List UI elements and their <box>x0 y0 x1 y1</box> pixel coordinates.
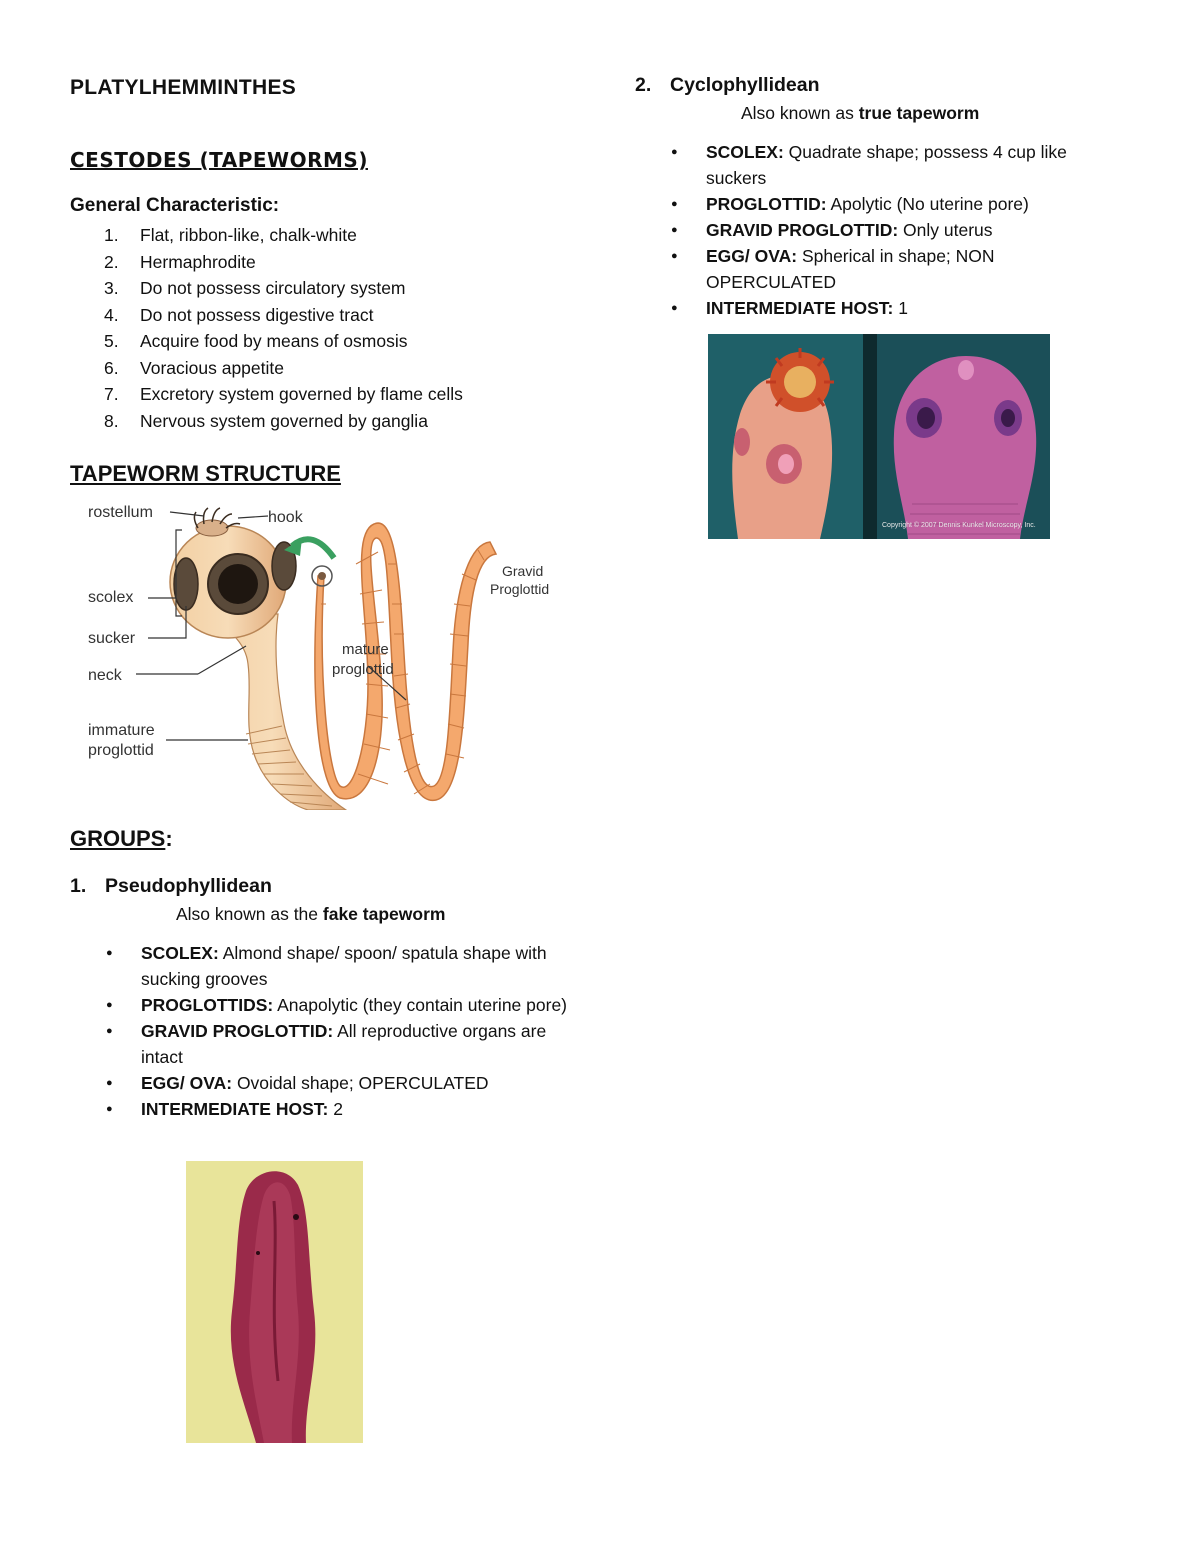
list-number: 4. <box>104 304 119 325</box>
fake-tapeworm-photo <box>186 1161 363 1443</box>
list-item <box>70 302 463 329</box>
feature-value: Anapolytic (they contain uterine pore) <box>273 995 568 1015</box>
feature-value: Ovoidal shape; OPERCULATED <box>232 1073 489 1093</box>
feature-value: 2 <box>328 1099 343 1119</box>
list-text: Flat, ribbon-like, chalk-white <box>140 225 357 245</box>
list-text: Nervous system governed by ganglia <box>140 410 428 431</box>
feature-key: EGG/ OVA: <box>141 1073 233 1093</box>
label-rostellum: rostellum <box>88 504 153 521</box>
feature-key: INTERMEDIATE HOST: <box>141 1099 329 1119</box>
list-item <box>70 249 463 276</box>
label-sucker: sucker <box>88 630 136 647</box>
list-item <box>106 940 576 992</box>
list-text: Do not possess circulatory system <box>140 278 406 298</box>
list-number: 2. <box>104 251 119 272</box>
label-scolex: scolex <box>88 589 134 606</box>
group-number: 2. <box>635 74 652 96</box>
list-number: 3. <box>104 278 119 298</box>
groups-heading-colon: : <box>165 826 173 851</box>
list-text: Excretory system governed by flame cells <box>140 384 463 404</box>
feature-key: SCOLEX: <box>706 142 784 162</box>
list-item <box>671 217 1111 243</box>
group-number: 1. <box>70 875 87 897</box>
label-immature-proglottid: proglottid <box>88 742 154 759</box>
list-number: 6. <box>104 357 119 378</box>
label-neck: neck <box>88 667 122 684</box>
label-hook: hook <box>268 509 303 526</box>
list-item <box>70 222 463 249</box>
list-item <box>671 295 1111 321</box>
group-pseudophyllidean-title <box>70 875 272 898</box>
list-item <box>106 992 576 1018</box>
list-item <box>671 139 1111 191</box>
rostellum-shape <box>196 520 228 536</box>
feature-key: SCOLEX: <box>141 943 219 963</box>
document-title: PLATYLHEMMINTHES <box>70 76 297 99</box>
feature-value: All reproductive organs are intact <box>141 1021 547 1067</box>
feature-key: PROGLOTTID: <box>706 194 827 214</box>
feature-key: EGG/ OVA: <box>706 246 798 266</box>
list-item <box>70 381 463 408</box>
scolex-specimen-right <box>894 356 1036 539</box>
feature-value: Spherical in shape; NON OPERCULATED <box>706 246 995 292</box>
general-characteristic-heading: General Characteristic: <box>70 195 280 216</box>
list-item <box>70 328 463 355</box>
list-text: Voracious appetite <box>140 357 284 378</box>
label-mature-proglottid: proglottid <box>332 661 394 678</box>
characteristics-list <box>70 222 463 434</box>
list-number: 7. <box>104 384 119 404</box>
label-gravid: Gravid <box>502 563 544 579</box>
cyclo-features-list <box>671 139 1111 321</box>
feature-value: Apolytic (No uterine pore) <box>826 194 1029 214</box>
group-name: Pseudophyllidean <box>105 875 272 897</box>
true-tapeworm-photo <box>708 334 1050 539</box>
list-text: Do not possess digestive tract <box>140 304 374 325</box>
list-text: Acquire food by means of osmosis <box>140 331 408 351</box>
label-immature: immature <box>88 722 155 739</box>
aka-prefix: Also known as the <box>176 904 323 924</box>
feature-value: Quadrate shape; possess 4 cup like suckers <box>706 142 1067 188</box>
list-item <box>70 408 463 435</box>
list-item <box>671 191 1111 217</box>
group-cyclophyllidean-title <box>635 74 820 97</box>
feature-key: GRAVID PROGLOTTID: <box>141 1021 334 1041</box>
list-item <box>106 1070 576 1096</box>
aka-bold: true tapeworm <box>858 103 980 123</box>
list-text: Hermaphrodite <box>140 251 256 272</box>
photo-copyright: Copyright © 2007 Dennis Kunkel Microscopy, Inc. <box>882 522 1036 529</box>
label-mature: mature <box>342 641 389 658</box>
pseudo-aka <box>176 904 445 925</box>
tapeworm-structure-diagram <box>78 494 562 810</box>
list-item <box>70 275 463 302</box>
pseudo-features-list <box>106 940 576 1122</box>
feature-value: Only uterus <box>898 220 993 240</box>
group-name: Cyclophyllidean <box>670 74 820 96</box>
label-gravid-proglottid: Proglottid <box>490 581 550 597</box>
list-item <box>70 355 463 382</box>
list-item <box>671 243 1111 295</box>
feature-key: PROGLOTTIDS: <box>141 995 274 1015</box>
list-item <box>106 1096 576 1122</box>
list-number: 1. <box>104 225 119 245</box>
cestodes-heading: CESTODES (TAPEWORMS) <box>70 148 368 172</box>
feature-key: GRAVID PROGLOTTID: <box>706 220 899 240</box>
feature-key: INTERMEDIATE HOST: <box>706 298 894 318</box>
tapeworm-structure-heading: TAPEWORM STRUCTURE <box>70 461 341 486</box>
groups-heading <box>70 826 173 852</box>
groups-heading-text: GROUPS <box>70 826 166 851</box>
aka-bold: fake tapeworm <box>322 904 446 924</box>
list-number: 5. <box>104 331 119 351</box>
aka-prefix: Also known as <box>741 103 859 123</box>
list-number: 8. <box>104 410 119 431</box>
sucker-side-left <box>174 558 198 610</box>
feature-value: 1 <box>893 298 908 318</box>
cyclo-aka <box>741 103 979 124</box>
feature-value: Almond shape/ spoon/ spatula shape with sucking grooves <box>141 943 547 989</box>
list-item <box>106 1018 576 1070</box>
